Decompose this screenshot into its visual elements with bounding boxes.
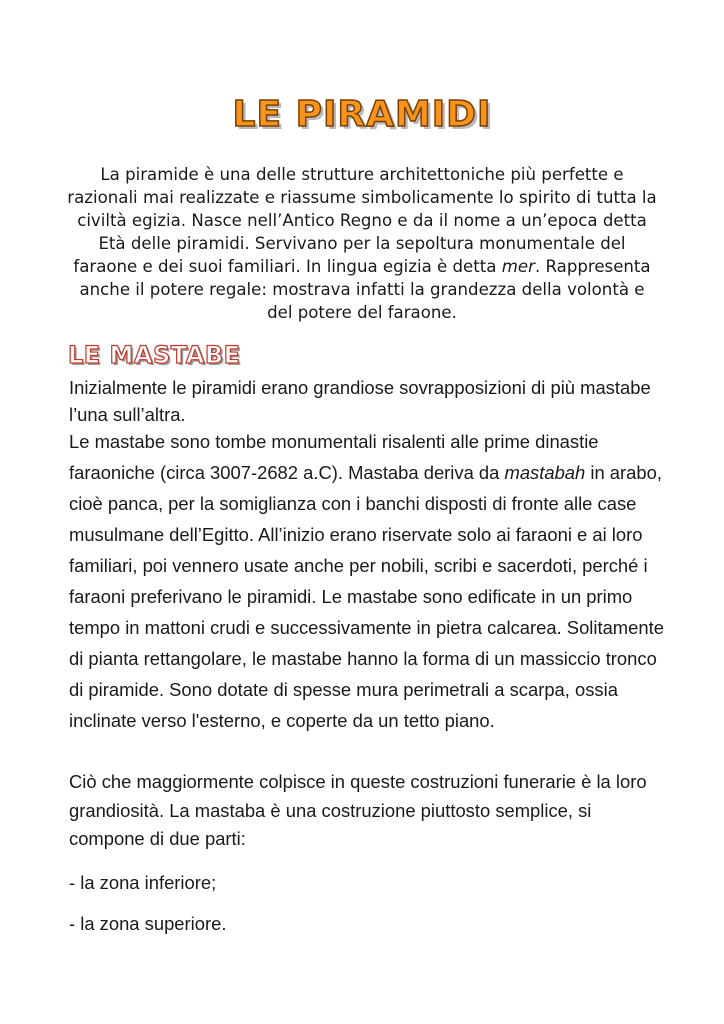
- intro-term-mer: mer: [501, 257, 535, 276]
- paragraph-text-part2: in arabo, cioè panca, per la somiglianza con i banchi disposti di fronte alle case musulmane dell’Egitto. All’inizio erano riservate solo ai faraoni e ai loro familiari, poi vennero usate anche per nobili, scribi e sacerdoti, perché i faraoni preferivano le piramidi. Le mastabe sono edificate in un primo tempo in mattoni crudi e successivamente in pietra calcarea. Solitamente di pianta rettangolare, le mastabe hanno la forma di un massiccio tronco di piramide. Sono dotate di spesse mura perimetrali a scarpa, ossia inclinate verso l'esterno, e coperte da un tetto piano.: [69, 462, 664, 731]
- section-title-mastabe: LE MASTABE: [68, 341, 241, 369]
- term-mastabah: mastabah: [504, 462, 586, 483]
- intro-text-part1: La piramide è una delle strutture architettoniche più perfette e razionali mai realizzate e riassume simbolicamente lo spirito di tutta la civiltà egizia. Nasce nell’Antico Regno e da il nome a un’epoca detta Età delle piramidi. Servivano per la sepoltura monumentale del faraone e dei suoi familiari. In lingua egizia è detta: [67, 165, 657, 276]
- paragraph-mastabe-description: [69, 426, 669, 736]
- list-item-lower-zone: - la zona inferiore;: [69, 872, 217, 893]
- paragraph-grandiosity: Ciò che maggiormente colpisce in queste costruzioni funerarie è la loro grandiosità. La mastaba è una costruzione piuttosto semplice, si compone di due parti:: [69, 771, 647, 849]
- list-item-upper-zone: - la zona superiore.: [69, 913, 227, 934]
- intro-paragraph: [66, 163, 658, 324]
- paragraph-text-part1: Le mastabe sono tombe monumentali risalenti alle prime dinastie faraoniche (circa 3007-2682 a.C). Mastaba deriva da: [69, 431, 599, 483]
- page-title: LE PIRAMIDI: [232, 94, 492, 135]
- intro-text-part2: . Rappresenta anche il potere regale: mostrava infatti la grandezza della volontà e del potere del faraone.: [79, 257, 651, 322]
- paragraph-origins: Inizialmente le piramidi erano grandiose sovrapposizioni di più mastabe l’una sull’altra.: [69, 377, 651, 425]
